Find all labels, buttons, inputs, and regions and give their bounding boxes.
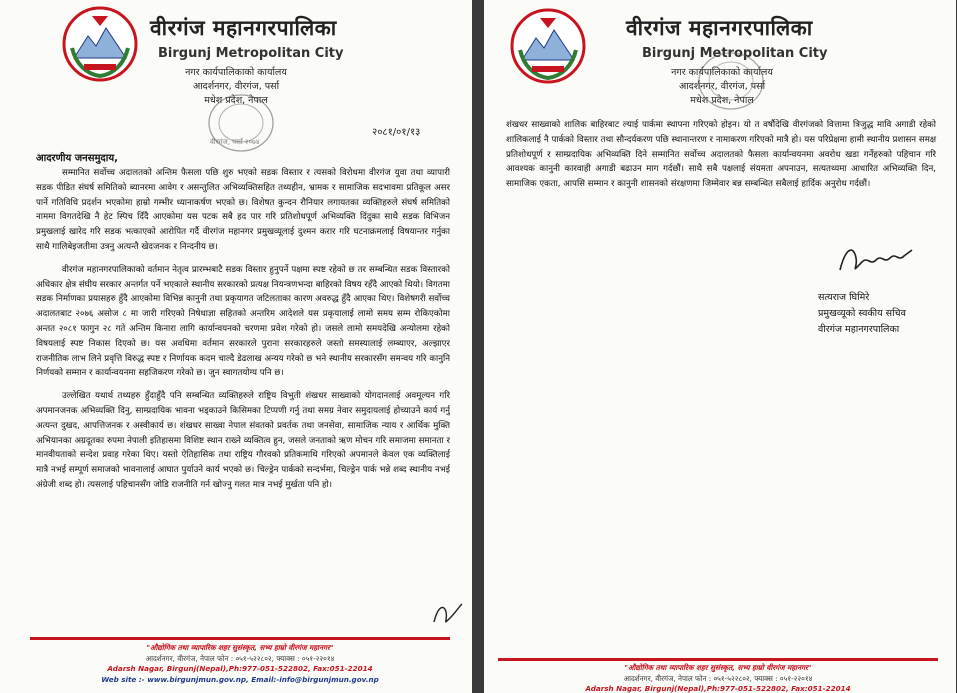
initials-signature xyxy=(432,600,466,630)
signer-block xyxy=(818,290,906,338)
signer-title: प्रमुखव्यूको स्वकीय सचिव xyxy=(818,308,906,319)
paragraph-3: उल्लेखित यथार्थ तथ्यहरु हुँदाहुँदै पनि सम्बन्धित व्यक्तिहरुले राष्ट्रिय विभुती शंखधर साख्वाको योगदानलाई अवमूल्यन गरि अपमानजनक अभिव्यक्ति दिनु, साम्प्रदायिक भावना भड्काउने किसिमका टिप्पणी गर्नु तथा समग्र नेवार समुदायलाई होच्याउने कार्य गर्नु अत्यन्त दुखद, आपत्तिजनक र अस्वीकार्य छ। शंखधर साख्वा नेपाल संवतको प्रवर्तक तथा जनसेवा, सामाजिक न्याय र आर्थिक मुक्ति अभियानका अग्रदूतका रुपमा नेपाली इतिहासमा विशिष्ट स्थान राख्ने व्यक्तित्व हुन, जसले जनताको ऋण मोचन गरि समाजमा समानता र मानवीयताको सन्देश प्रवाह गरेका थिए। यस्तो ऐतिहासिक तथा राष्ट्रिय गौरवको प्रतिकमाथि गरिएको अपमानले केवल एक व्यक्तिलाई मात्रै नभई सम्पूर्ण समाजको भावनालाई आघात पुर्याउने कार्य भएको छ। चिल्ड्रेन पार्कको सन्दर्भमा, चिल्ड्रेन पार्क भन्ने शब्द स्थानीय नभई अंग्रेजी शब्द हो। त्यसलाई पहिचानसँग जोडि राजनीति गर्न खोज्नु गलत मात्र नभई मुर्खता पनि हो। xyxy=(36,391,450,490)
office-name-nepali: वीरगंज महानगरपालिका xyxy=(626,16,813,40)
paragraph-2: वीरगंज महानगरपालिकाको वर्तमान नेतृत्व प्रारम्भबाटै सडक विस्तार हुनुपर्ने पक्षमा स्पष्ट रहेको छ तर सम्बन्धित सडक विस्तारको अधिकार क्षेत्र संघीय सरकार अन्तर्गत पर्ने भएकाले स्थानीय सरकारको प्रत्यक्ष नियन्त्रणभन्दा बाहिरको विषय रहँदै आएको थियो। विगतमा सडक निर्माणका प्रयासहरु हुँदै आएकोमा विभिन्न कानुनी तथा प्रकृयागत जटिलताका कारण अवरुद्ध हुँदै आएका थिए। विशेषगरी सर्वोच्च अदालतबाट २०७६ असोज ८ मा जारी गरिएको निषेधाज्ञा सहितको अन्तरिम आदेशले यस प्रकृयालाई लामो समय सम्म रोकिएकोमा अन्तत २०८१ फागुन २८ गते अन्तिम किनारा लागि कार्यान्वयनको चरणमा प्रवेश गरेको हो। जसले लामो समयदेखि अन्योलमा रहेको विषयलाई स्पष्ट निकास दिएको छ। यस अवधिमा वर्तमान सरकारले पुराना सरकारहरुले जस्तो समस्यालाई लम्ब्याएर, अल्झाएर राजनीतिक लाभ लिने प्रवृत्ति विरुद्ध स्पष्ट र निर्णायक कदम चाल्दै डेढलाख अन्यय गरेको छ भने स्थानीय सरकारसँग समन्वय गरि कानुनि निर्णयको सम्मान र कार्यान्वयनमा सहजिकरण गरेको छ। जुन स्वागतयोग्य पनि छ। xyxy=(36,264,450,379)
footer-address-english: Adarsh Nagar, Birgunj(Nepal),Ph:977-051-522802, Fax:051-22014 xyxy=(107,664,373,674)
office-address: आदर्शनगर, वीरगंज, पर्सा xyxy=(192,81,280,92)
signer-name: सत्यराज घिमिरे xyxy=(818,292,870,303)
office-name-english: Birgunj Metropolitan City xyxy=(158,46,344,61)
paragraph-1: सम्मानित सर्वोच्च अदालतको अन्तिम फैसला पछि शुरु भएको सडक विस्तार र त्यसको विरोधमा वीरगंज युवा तथा व्यापारी सडक पीडित संघर्ष समितिको ब्यानरमा आवेग र असन्तुलित अभिव्यक्तिसहित तथ्यहीन, भ्रामक र सामाजिक सदभावमा प्रतिकूल असर पार्ने गतिविधि प्रदर्शन भएकोमा हाम्रो गम्भीर ध्यानाकर्षण भएको छ। विशेषत कुन्दन रौनियार लगायतका व्यक्तिहरुले संघर्ष समितिको नाममा विगतदेखि नै हेट स्पिच दिँदै आएकोमा यस पटक सबै हद पार गरि प्रतिशोधपूर्ण अभिव्यक्ति दिंदुका साथै सडक विभिजन प्रमुखलाई खारेद गरि सडक भत्काएको आरोपित गर्दै वीरगंज महानगर प्रमुखव्यूलाई दुश्मन करार गरि घटनाक्रमलाई विषयान्तर गर्नुका साथै गालिबेइजतीमा उत्रनु अत्यन्तै खेदजनक र निन्दनीय छ। xyxy=(36,168,450,252)
office-subtitle: नगर कार्यपालिकाको कार्यालय xyxy=(671,67,773,78)
footer-slogan: "औद्योगिक तथा व्यापारिक शहर सुसंस्कृत, सभ्य हाम्रो वीरगंज महानगर" xyxy=(624,663,812,672)
office-province: मधेश प्रदेश, नेपाल xyxy=(204,95,268,106)
footer-web-label: Web site :- xyxy=(101,674,145,684)
footer-address-nepali: आदर्शनगर, वीरगंज, नेपाल फोन : ०५१-५२२८०२, फ्याक्स : ०५१-२२०१४ xyxy=(623,673,813,683)
office-address: आदर्शनगर, वीरगंज, पर्सा xyxy=(678,81,766,92)
letterhead-footer xyxy=(30,643,450,685)
letter-page-2 xyxy=(484,0,956,693)
signature xyxy=(836,240,916,280)
footer-web-row xyxy=(30,675,450,686)
office-province: मधेश प्रदेश, नेपाल xyxy=(690,95,754,106)
footer-web-link[interactable]: www.birgunjmun.gov.np, Email:-info@birgunjmun.gov.np xyxy=(147,674,379,684)
footer-divider-line xyxy=(498,658,938,661)
paragraph-4: शंखधर साख्वाको शालिक बाहिरबाट ल्याई पार्कमा स्थापना गरिएको होइन। यो त वर्षौदेखि वीरगंजको वित्तामा त्रिजुद्ध मावि अगाडी रहेको शालिकलाई नै पार्कको विस्तार तथा सौन्दर्यकरण पछि स्थानान्तरण र नामाकरण गरिएको मात्रै हो। यस परिप्रेक्षमा हामी स्थानीय प्रशासन समक्ष प्रतिशोधपूर्ण र साम्प्रदायिक अभिव्यक्ति दिने सम्मानित सर्वोच्च अदालतको फैसला कार्यान्वयनमा अवरोध खडा गर्नेहरुको पहिचान गरि आवश्यक कानुनी कारवाही अगाडी बढाउन माग गर्दछौं। साथै सबै पक्षलाई संयमता अपनाउन, सत्यतथ्यमा आधारित अभिव्यक्ति दिन, सामाजिक एकता, आपसि सम्मान र कानुनी शासनको संरक्षणमा जिम्मेवार बन्न सम्बन्धित सबैलाई हार्दिक अनुरोध गर्दछौं। xyxy=(506,120,936,190)
nepal-emblem-logo xyxy=(510,8,586,84)
seal-text: वीरगंज, पर्सा २०७४ xyxy=(210,138,260,146)
nepal-emblem-logo xyxy=(62,6,138,82)
letter-page-1 xyxy=(0,0,472,693)
footer-divider-line xyxy=(30,637,450,640)
salutation: आदरणीय जनसमुदाय, xyxy=(36,153,118,164)
office-subtitle: नगर कार्यपालिकाको कार्यालय xyxy=(185,67,287,78)
office-name-english: Birgunj Metropolitan City xyxy=(642,46,828,61)
letterhead-footer xyxy=(498,663,938,693)
official-stamp-seal xyxy=(696,50,766,112)
footer-slogan: "औद्योगिक तथा व्यापारिक शहर सुसंस्कृत, सभ्य हाम्रो वीरगंज महानगर" xyxy=(146,643,334,652)
footer-address-nepali: आदर्शनगर, वीरगंज, नेपाल फोन : ०५१-५२२८०२, फ्याक्स : ०५१-२२०१४ xyxy=(145,653,335,663)
signer-office: वीरगंज महानगरपालिका xyxy=(818,324,900,335)
office-name-nepali: वीरगंज महानगरपालिका xyxy=(150,16,337,40)
footer-address-english: Adarsh Nagar, Birgunj(Nepal),Ph:977-051-522802, Fax:051-22014 xyxy=(585,684,851,693)
letter-body-page-1 xyxy=(36,166,450,636)
letter-date: २०८१/०१/१३ xyxy=(372,127,421,138)
letter-body-page-2 xyxy=(506,118,936,200)
